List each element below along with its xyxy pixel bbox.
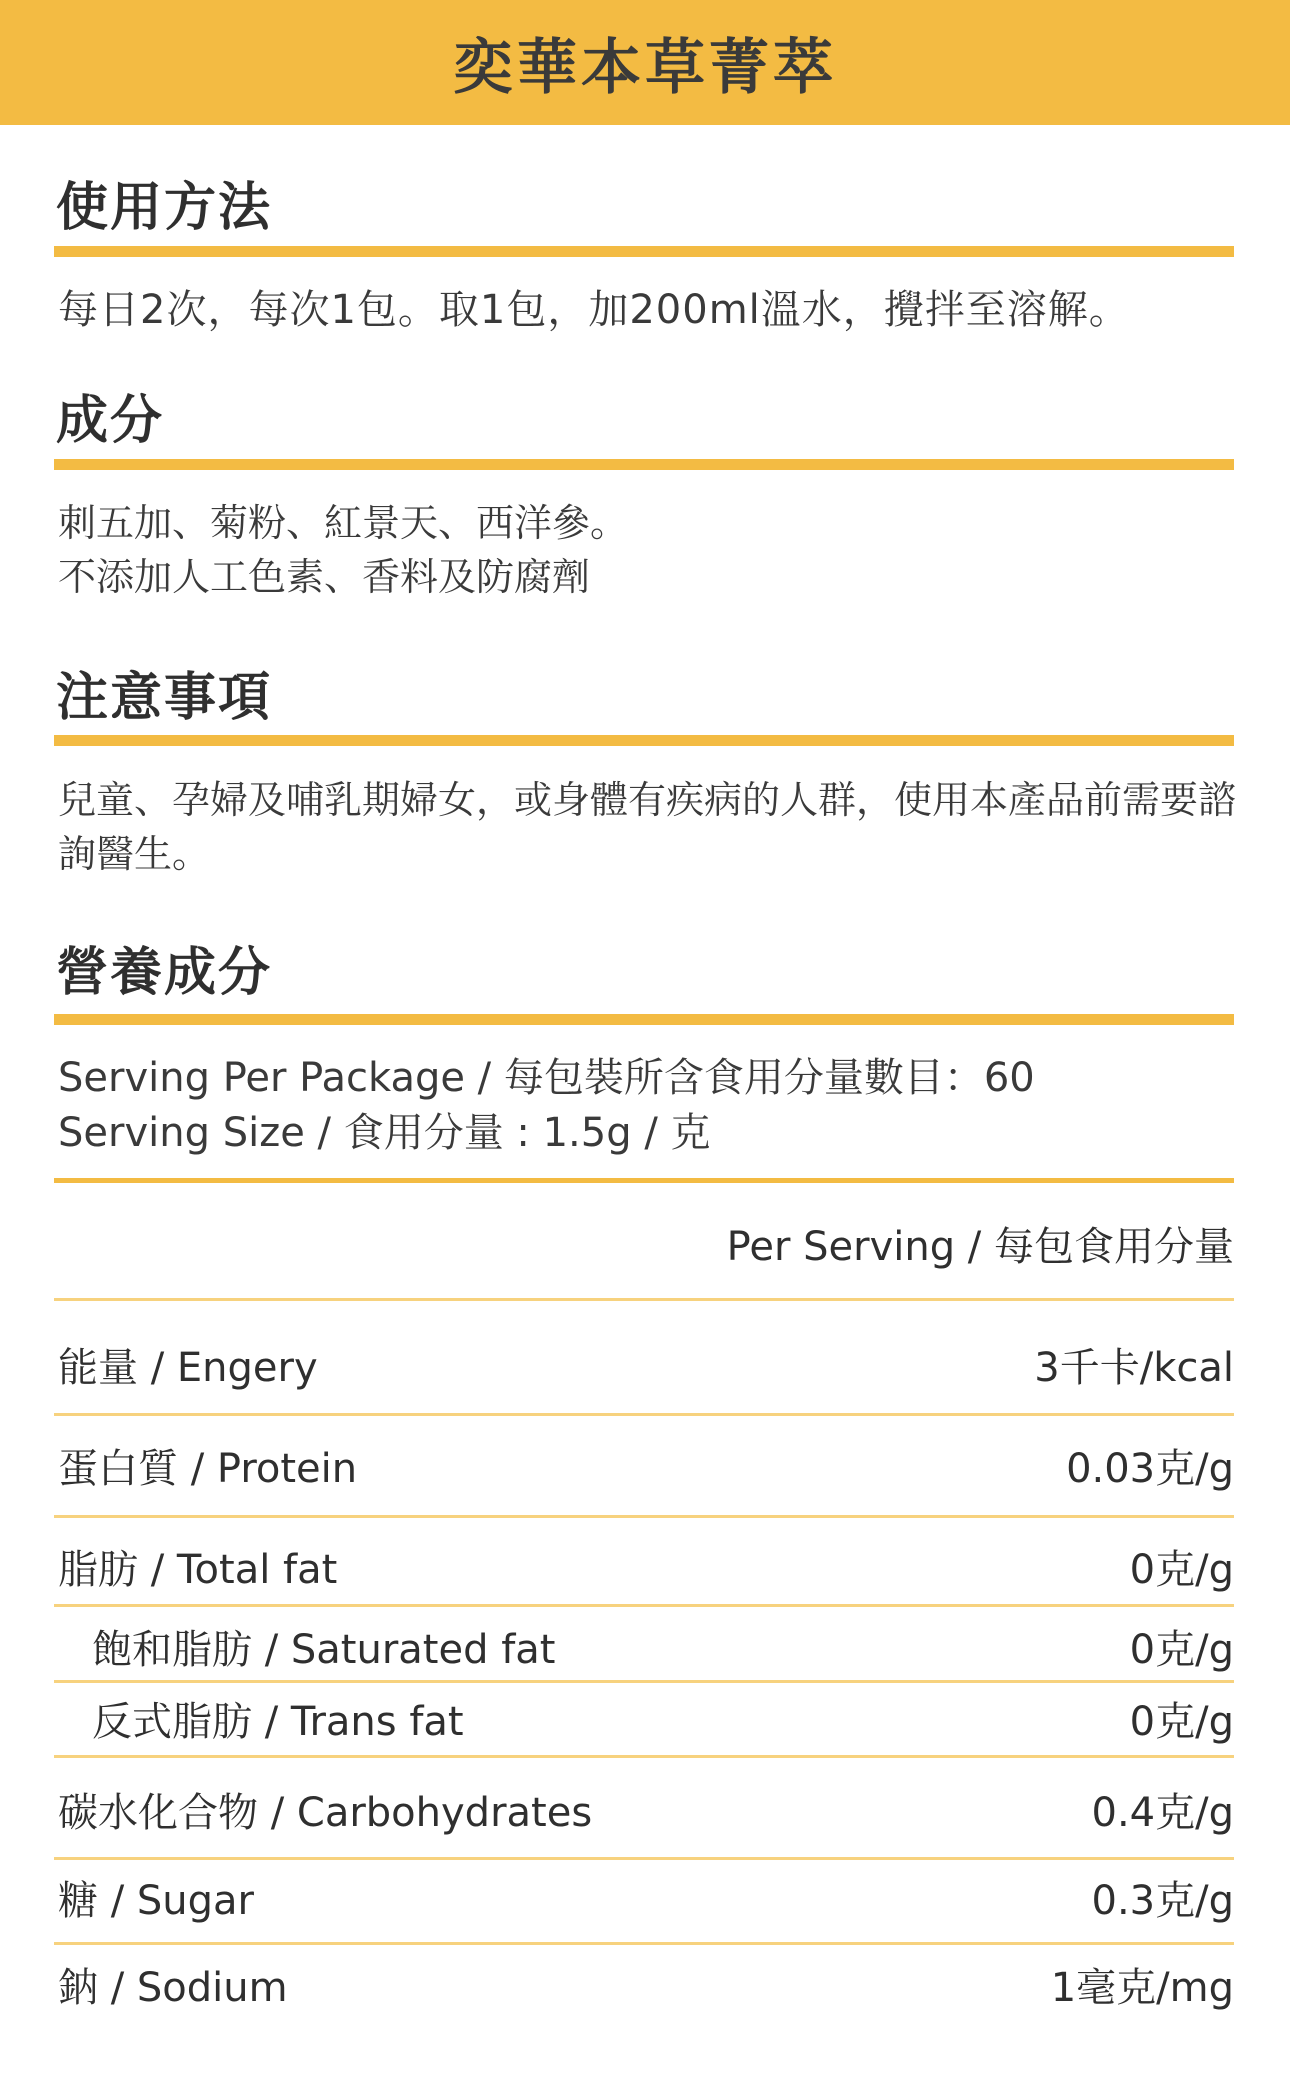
table-divider (54, 1942, 1234, 1945)
nutrition-value: 0克/g (1129, 1546, 1234, 1593)
nutrition-value: 0克/g (1129, 1626, 1234, 1673)
header-banner (0, 0, 1290, 125)
caution-line-1: 兒童、孕婦及哺乳期婦女，或身體有疾病的人群，使用本產品前需要諮 (58, 778, 1237, 822)
table-divider (54, 1604, 1234, 1607)
caution-divider (54, 735, 1234, 746)
ingredients-line-2: 不添加人工色素、香料及防腐劑 (58, 555, 591, 599)
table-divider (54, 1413, 1234, 1416)
ingredients-line-1: 刺五加、菊粉、紅景天、西洋參。 (58, 501, 629, 545)
nutrition-row-sugar (58, 1869, 1234, 1925)
nutrition-label: 碳水化合物 / Carbohydrates (58, 1789, 593, 1836)
nutrition-value: 0.4克/g (1091, 1789, 1234, 1836)
nutrition-row-protein (58, 1437, 1234, 1493)
product-title: 奕華本草菁萃 (453, 32, 837, 103)
table-divider (54, 1680, 1234, 1683)
serving-size: Serving Size / 食用分量 : 1.5g / 克 (58, 1110, 711, 1156)
nutrition-value: 0.3克/g (1091, 1877, 1234, 1924)
ingredients-divider (54, 459, 1234, 470)
table-divider (54, 1298, 1234, 1301)
nutrition-value: 0.03克/g (1066, 1445, 1234, 1492)
serving-divider (54, 1178, 1234, 1183)
caution-line-2: 詢醫生。 (58, 832, 211, 876)
nutrition-row-sodium (58, 1956, 1234, 2012)
nutrition-label: 反式脂肪 / Trans fat (92, 1698, 464, 1745)
usage-text: 每日2次，每次1包。取1包，加200ml溫水，攪拌至溶解。 (58, 287, 1130, 333)
ingredients-section-title: 成分 (56, 391, 165, 451)
nutrition-row-saturated-fat (92, 1618, 1234, 1674)
nutrition-value: 3千卡/kcal (1034, 1344, 1234, 1391)
per-serving-header-row (58, 1215, 1234, 1271)
nutrition-label: 糖 / Sugar (58, 1877, 254, 1924)
table-divider (54, 1857, 1234, 1860)
nutrition-divider (54, 1014, 1234, 1025)
table-divider (54, 1515, 1234, 1518)
nutrition-row-trans-fat (92, 1690, 1234, 1746)
nutrition-label: 鈉 / Sodium (58, 1964, 288, 2011)
per-serving-header: Per Serving / 每包食用分量 (726, 1223, 1234, 1270)
usage-section-title: 使用方法 (56, 178, 273, 238)
nutrition-section-title: 營養成分 (56, 943, 273, 1003)
nutrition-row-total-fat (58, 1538, 1234, 1594)
nutrition-label: 脂肪 / Total fat (58, 1546, 338, 1593)
nutrition-value: 0克/g (1129, 1698, 1234, 1745)
nutrition-label: 蛋白質 / Protein (58, 1445, 358, 1492)
nutrition-label: 能量 / Engery (58, 1344, 318, 1391)
serving-per-package: Serving Per Package / 每包裝所含食用分量數目：60 (58, 1055, 1035, 1101)
nutrition-label: 飽和脂肪 / Saturated fat (92, 1626, 556, 1673)
caution-section-title: 注意事項 (56, 668, 273, 728)
nutrition-value: 1毫克/mg (1050, 1964, 1234, 2011)
usage-divider (54, 246, 1234, 257)
nutrition-row-energy (58, 1336, 1234, 1392)
table-divider (54, 1755, 1234, 1758)
nutrition-row-carbohydrates (58, 1781, 1234, 1837)
